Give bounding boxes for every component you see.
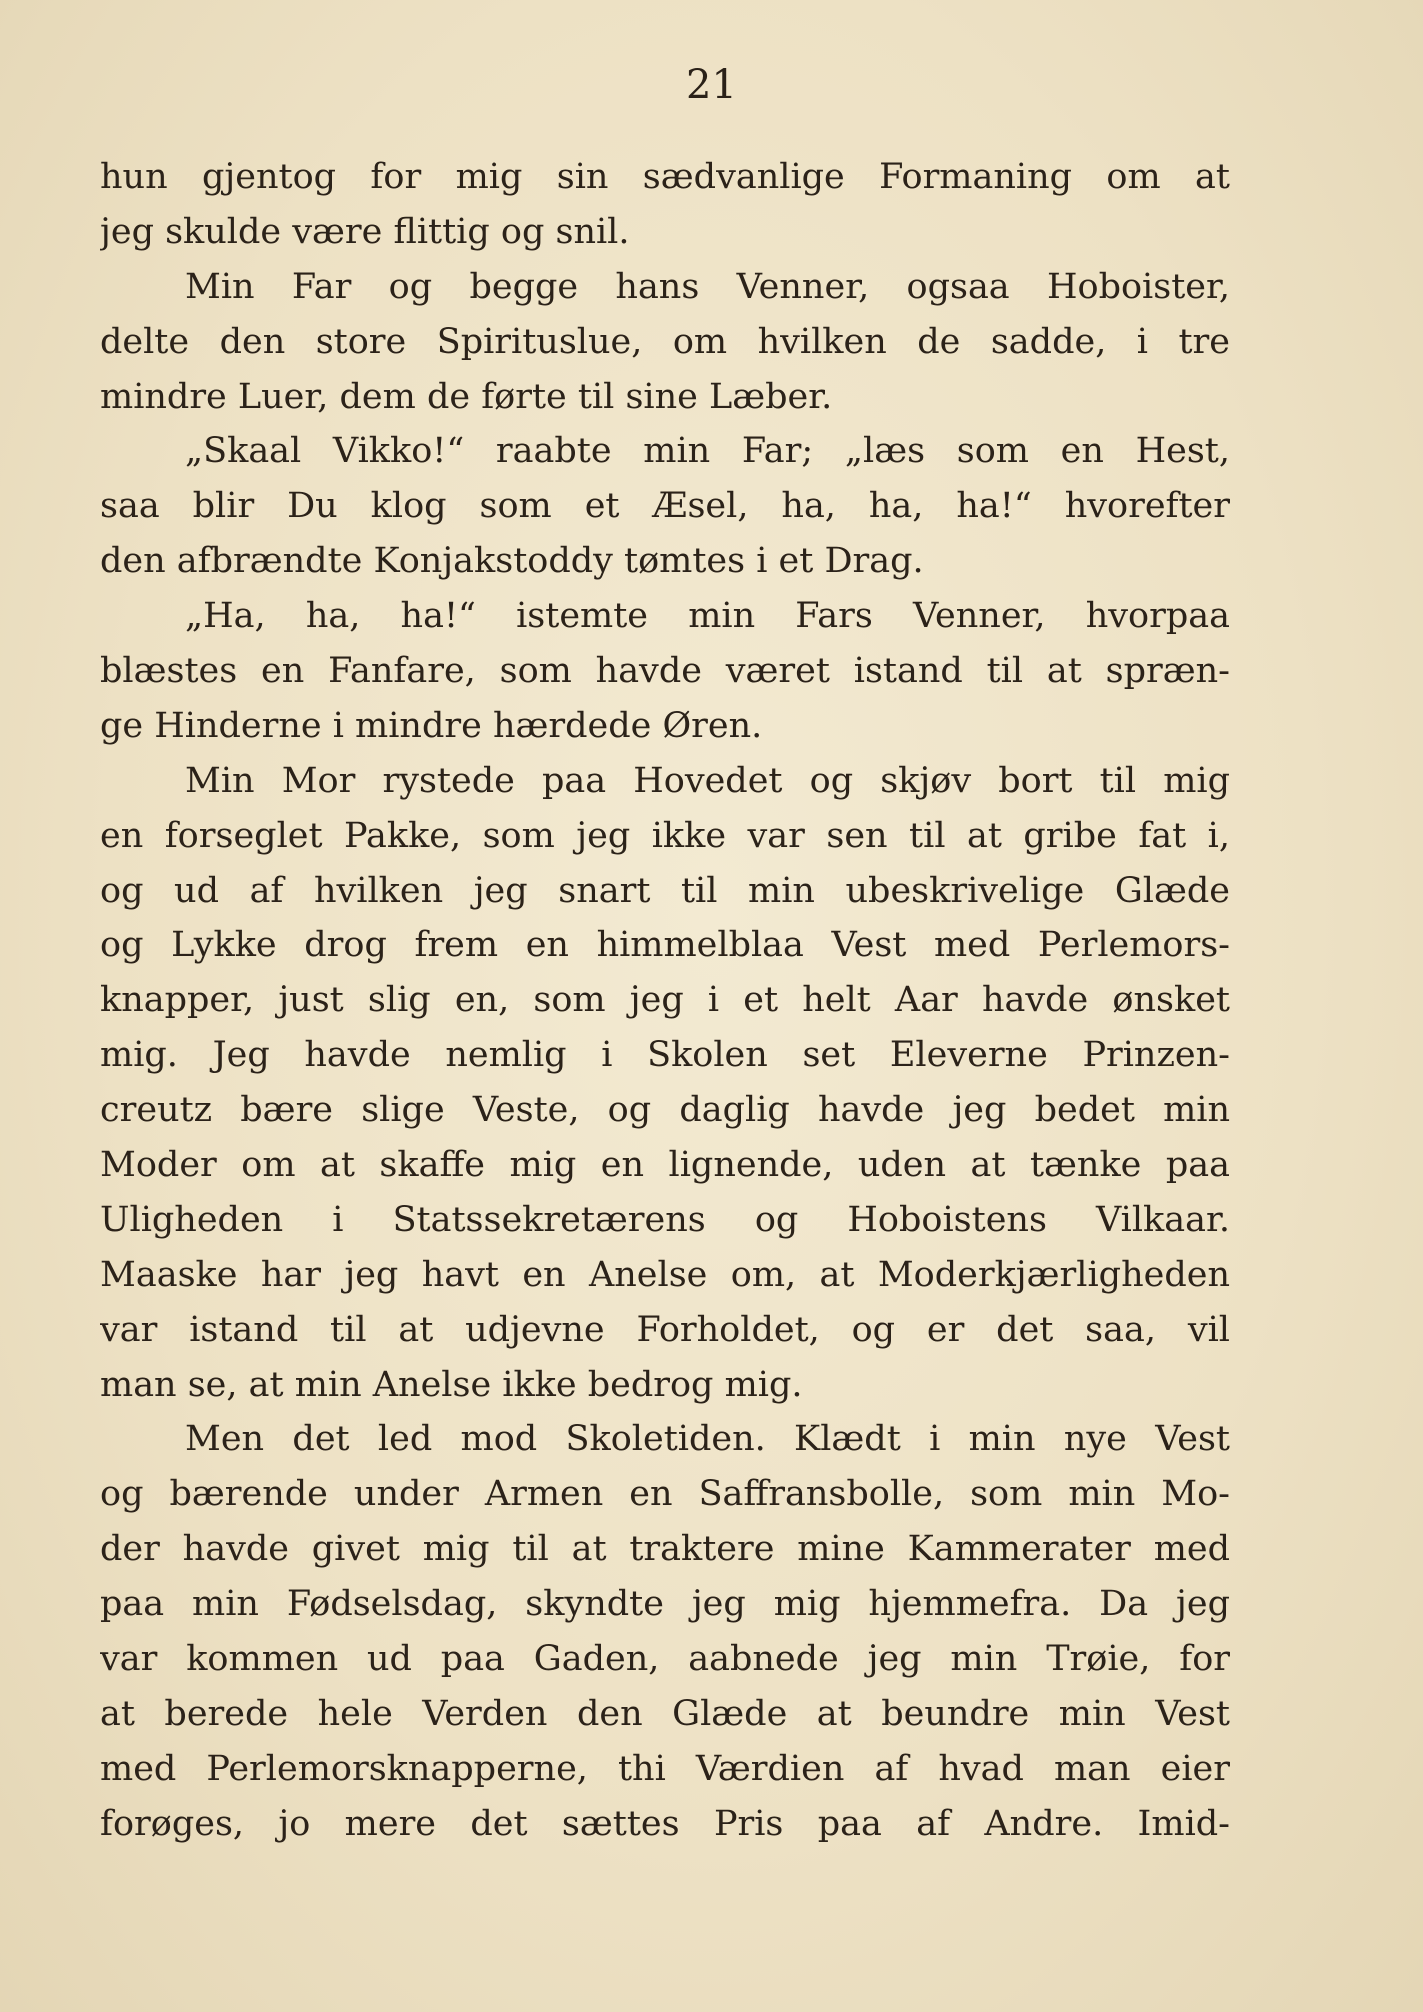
text-line: saa blir Du klog som et Æsel, ha, ha, ha!“ hvorefter <box>100 486 1230 527</box>
text-line: at berede hele Verden den Glæde at beundre min Vest <box>100 1693 1230 1734</box>
text-line: Maaske har jeg havt en Anelse om, at Moderkjærligheden <box>100 1254 1230 1295</box>
text-line: jeg skulde være flittig og snil. <box>100 211 630 252</box>
text-line: knapper, just slig en, som jeg i et helt Aar havde ønsket <box>100 980 1230 1021</box>
text-line: en forseglet Pakke, som jeg ikke var sen til at gribe fat i, <box>100 815 1230 856</box>
text-line: delte den store Spirituslue, om hvilken de sadde, i tre <box>100 321 1230 362</box>
text-line: mindre Luer, dem de førte til sine Læber. <box>100 376 833 417</box>
text-line: var istand til at udjevne Forholdet, og er det saa, vil <box>100 1309 1230 1350</box>
text-line: Min Far og begge hans Venner, ogsaa Hoboister, <box>185 266 1230 307</box>
text-line: og ud af hvilken jeg snart til min ubeskrivelige Glæde <box>100 870 1230 911</box>
text-line: Moder om at skaffe mig en lignende, uden at tænke paa <box>100 1145 1230 1186</box>
text-line: og Lykke drog frem en himmelblaa Vest med Perlemors- <box>100 925 1230 966</box>
text-line: creutz bære slige Veste, og daglig havde jeg bedet min <box>100 1090 1230 1131</box>
text-line: paa min Fødselsdag, skyndte jeg mig hjemmefra. Da jeg <box>100 1584 1230 1625</box>
body-text <box>100 150 1230 1852</box>
text-line: mig. Jeg havde nemlig i Skolen set Eleverne Prinzen- <box>100 1035 1230 1076</box>
text-line: „Skaal Vikko!“ raabte min Far; „læs som en Hest, <box>185 431 1230 472</box>
text-line: var kommen ud paa Gaden, aabnede jeg min Trøie, for <box>100 1639 1230 1680</box>
text-line: Uligheden i Statssekretærens og Hoboistens Vilkaar. <box>100 1199 1230 1240</box>
text-line: blæstes en Fanfare, som havde været istand til at spræn- <box>100 651 1230 692</box>
text-line: der havde givet mig til at traktere mine Kammerater med <box>100 1529 1230 1570</box>
page-number: 21 <box>686 62 737 108</box>
text-line: hun gjentog for mig sin sædvanlige Formaning om at <box>100 157 1230 197</box>
text-line: Men det led mod Skoletiden. Klædt i min nye Vest <box>185 1419 1230 1460</box>
text-line: Min Mor rystede paa Hovedet og skjøv bort til mig <box>185 760 1230 801</box>
text-line: og bærende under Armen en Saffransbolle, som min Mo- <box>100 1474 1230 1515</box>
text-line: „Ha, ha, ha!“ istemte min Fars Venner, hvorpaa <box>185 596 1230 637</box>
text-line: man se, at min Anelse ikke bedrog mig. <box>100 1364 803 1405</box>
text-line: forøges, jo mere det sættes Pris paa af Andre. Imid- <box>100 1803 1230 1844</box>
text-line: med Perlemorsknapperne, thi Værdien af hvad man eier <box>100 1748 1230 1789</box>
text-line: ge Hinderne i mindre hærdede Øren. <box>100 705 763 746</box>
text-line: den afbrændte Konjakstoddy tømtes i et Drag. <box>100 541 924 582</box>
